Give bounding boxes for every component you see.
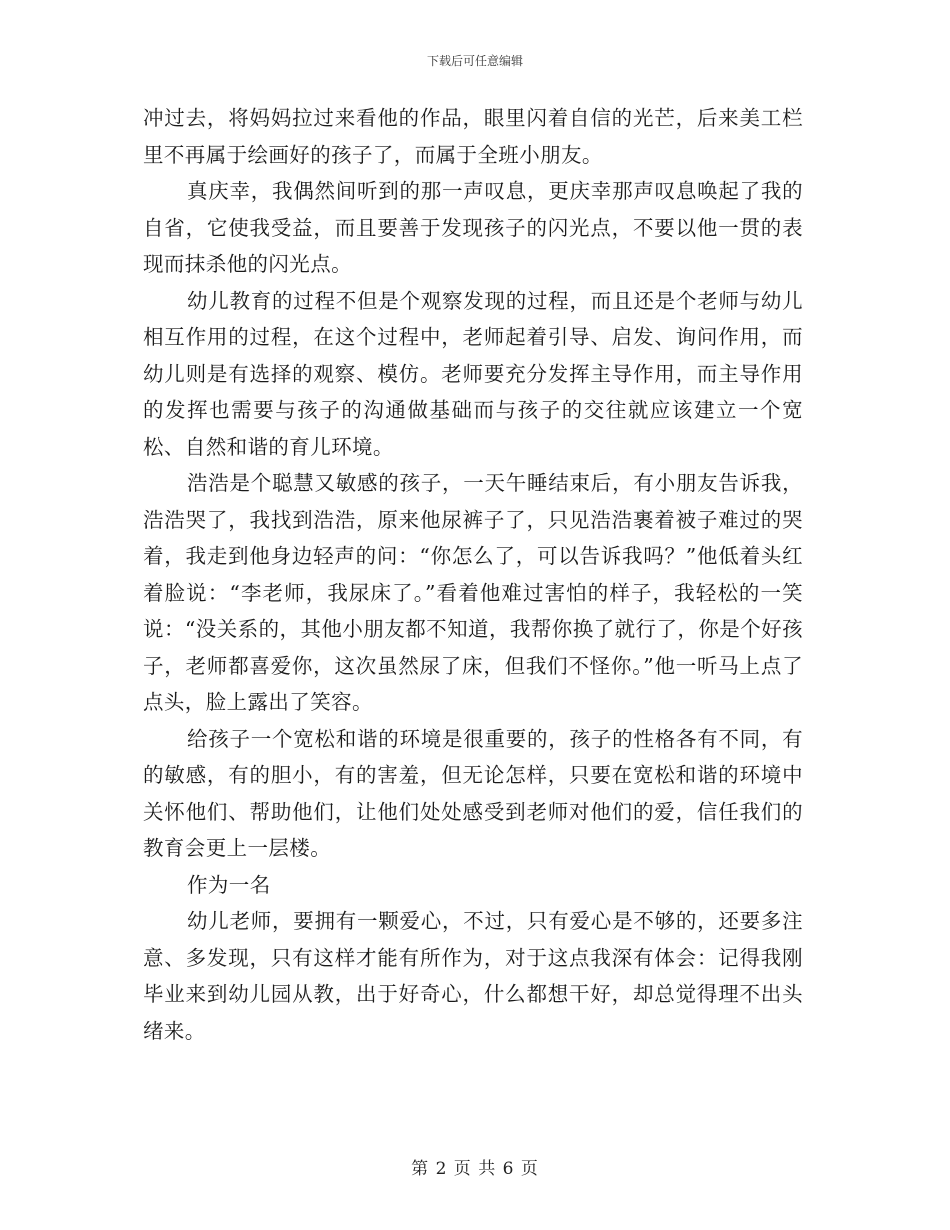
page-header-note: 下载后可任意编辑 [426,54,523,68]
paragraph: 浩浩是个聪慧又敏感的孩子，一天午睡结束后，有小朋友告诉我，浩浩哭了，我找到浩浩，原来他尿裤子了，只见浩浩裹着被子难过的哭着，我走到他身边轻声的问：“你怎么了，可以告诉我吗？”他低着头红着脸说：“李老师，我尿床了。”看着他难过害怕的样子，我轻松的一笑说：“没关系的，其他小朋友都不知道，我帮你换了就行了，你是个好孩子，老师都喜爱你，这次虽然尿了床，但我们不怪你。”他一听马上点了点头，脸上露出了笑容。 [143,471,803,714]
paragraph: 幼儿老师，要拥有一颗爱心，不过，只有爱心是不够的，还要多注意、多发现，只有这样才能有所作为，对于这点我深有体会：记得我刚毕业来到幼儿园从教，出于好奇心，什么都想干好，却总觉得理不出头绪来。 [143,909,803,1043]
paragraph: 真庆幸，我偶然间听到的那一声叹息，更庆幸那声叹息唤起了我的自省，它使我受益，而且要善于发现孩子的闪光点，不要以他一贯的表现而抹杀他的闪光点。 [143,179,803,276]
paragraph: 作为一名 [187,872,271,897]
page-number: 第 2 页 共 6 页 [411,1159,539,1179]
document-body [143,100,803,1049]
paragraph: 幼儿教育的过程不但是个观察发现的过程，而且还是个老师与幼儿相互作用的过程，在这个过程中，老师起着引导、启发、询问作用，而幼儿则是有选择的观察、模仿。老师要充分发挥主导作用，而主导作用的发挥也需要与孩子的沟通做基础而与孩子的交往就应该建立一个宽松、自然和谐的育儿环境。 [143,288,803,459]
paragraph: 给孩子一个宽松和谐的环境是很重要的，孩子的性格各有不同，有的敏感，有的胆小，有的害羞，但无论怎样，只要在宽松和谐的环境中关怀他们、帮助他们，让他们处处感受到老师对他们的爱，信任我们的教育会更上一层楼。 [143,726,803,860]
paragraph-continued: 冲过去，将妈妈拉过来看他的作品，眼里闪着自信的光芒，后来美工栏里不再属于绘画好的孩子了，而属于全班小朋友。 [143,106,803,167]
